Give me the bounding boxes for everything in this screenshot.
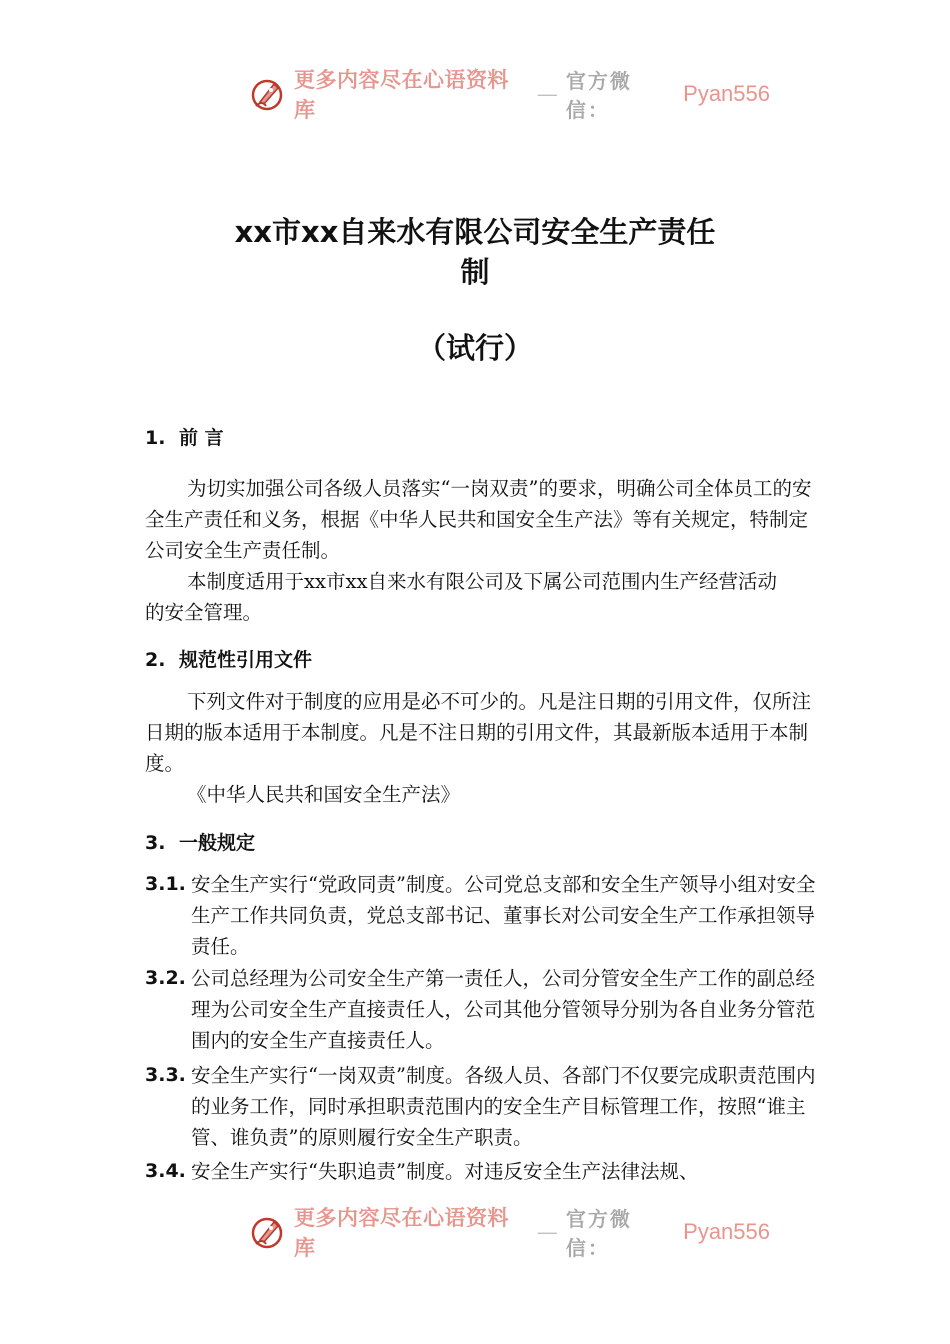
section-1-paragraph-1: 为切实加强公司各级人员落实“一岗双责”的要求，明确公司全体员工的安全生产责任和义务，根据《中华人民共和国安全生产法》等有关规定，特制定公司安全生产责任制。 [145,477,812,562]
clause-text: 公司总经理为公司安全生产第一责任人，公司分管安全生产工作的副总经理为公司安全生产直接责任人，公司其他分管领导分别为各自业务分管范围内的安全生产直接责任人。 [191,967,816,1052]
document-title-line2: 制 [460,255,490,289]
section-2-paragraph-1: 下列文件对于制度的应用是必不可少的。凡是注日期的引用文件，仅所注日期的版本适用于本制度。凡是不注日期的引用文件，其最新版本适用于本制度。 [145,690,812,775]
section-heading-text: 一般规定 [179,832,256,854]
section-number: 2. [145,649,166,671]
section-1-paragraph-2: 本制度适用于xx市xx自来水有限公司及下属公司范围内生产经营活动的安全管理。 [145,570,777,624]
watermark-sub-text: 官方微信： [565,69,632,122]
watermark-wechat-id: Pyan556 [683,81,770,106]
section-3-heading [145,828,255,855]
clause-number: 3.3. [145,1064,186,1086]
clause-text: 安全生产实行“党政同责”制度。公司党总支部和安全生产领导小组对安全生产工作共同负责，党总支部书记、董事长对公司安全生产工作承担领导责任。 [191,873,816,958]
watermark-dash: — [536,82,558,106]
watermark-wechat-id: Pyan556 [683,1219,770,1244]
clause-3-3 [145,1060,817,1153]
document-title-line1: xx市xx自来水有限公司安全生产责任 [234,215,716,249]
clause-number: 3.2. [145,967,186,989]
clause-text: 安全生产实行“失职追责”制度。对违反安全生产法律法规、 [191,1160,699,1183]
watermark-footer [250,1205,770,1260]
watermark-dash: — [536,1220,558,1244]
clause-number: 3.4. [145,1160,186,1182]
section-heading-text: 前 言 [179,427,224,449]
clause-number: 3.1. [145,873,186,895]
clause-text: 安全生产实行“一岗双责”制度。各级人员、各部门不仅要完成职责范围内的业务工作，同时承担职责范围内的安全生产目标管理工作，按照“谁主管、谁负责”的原则履行安全生产职责。 [191,1064,816,1149]
clause-3-4 [145,1156,817,1187]
section-1-heading [145,423,224,450]
section-number: 1. [145,427,166,449]
section-2-heading [145,645,312,672]
watermark-main-text: 更多内容尽在心语资料库 [294,1205,509,1260]
pen-nib-icon [250,1214,286,1250]
document-subtitle: （试行） [416,331,533,365]
section-heading-text: 规范性引用文件 [179,649,313,671]
watermark-header [250,67,770,122]
watermark-main-text: 更多内容尽在心语资料库 [294,67,509,122]
clause-3-1 [145,869,817,962]
section-number: 3. [145,832,166,854]
clause-3-2 [145,963,817,1056]
section-2-paragraph-2: 《中华人民共和国安全生产法》 [187,783,461,806]
pen-nib-icon [250,76,286,112]
watermark-sub-text: 官方微信： [565,1207,632,1260]
